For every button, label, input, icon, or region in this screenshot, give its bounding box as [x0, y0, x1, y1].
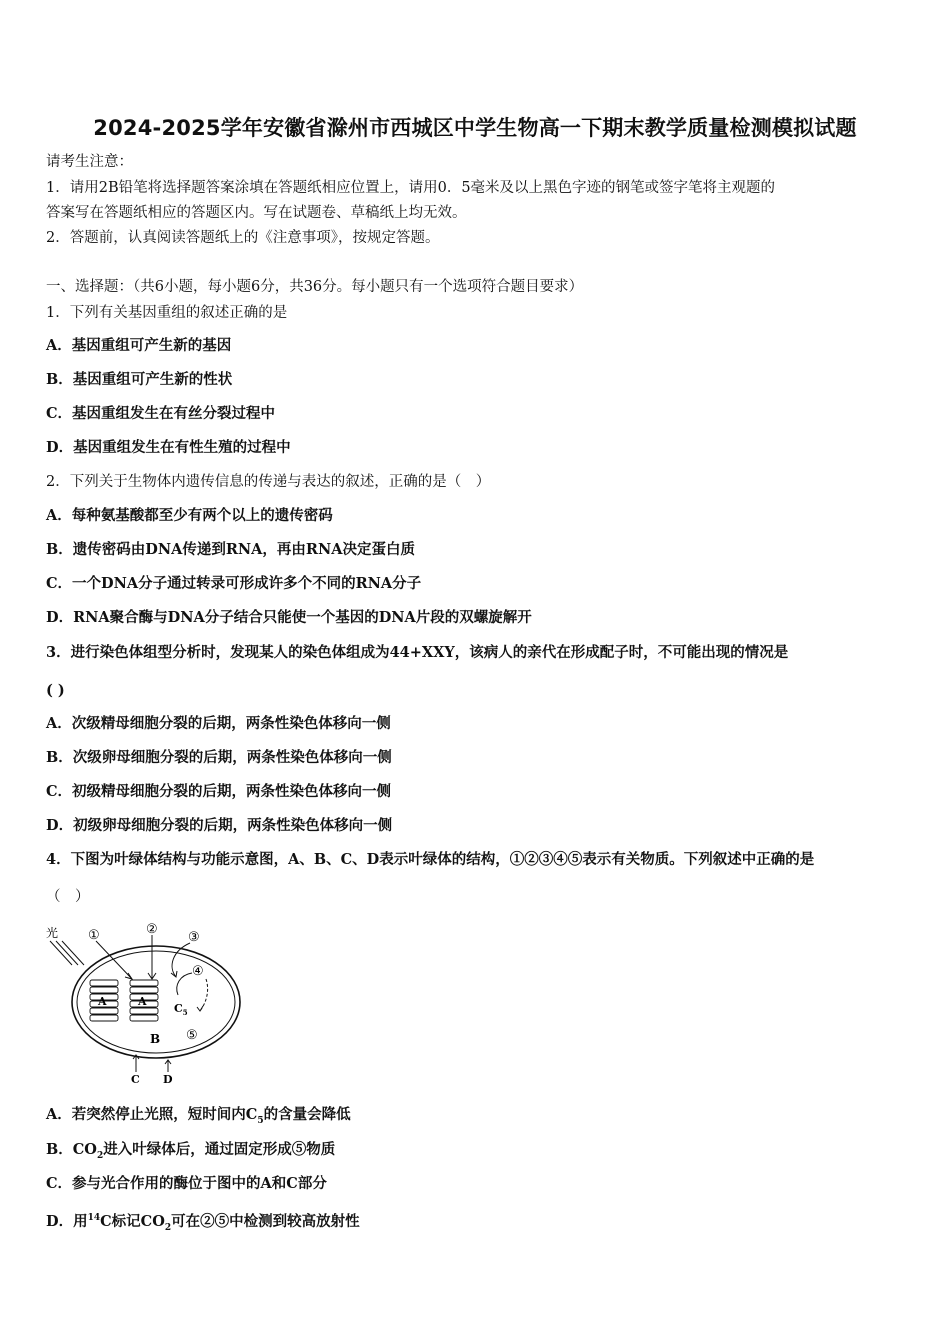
- option-letter: C．: [46, 1175, 73, 1192]
- option-letter: D．: [46, 439, 74, 456]
- question-2-stem: 2．下列关于生物体内遗传信息的传递与表达的叙述，正确的是（ ）: [46, 474, 491, 490]
- option-text: 遗传密码由DNA传递到RNA，再由RNA决定蛋白质: [72, 541, 415, 558]
- label-b: B: [150, 1032, 161, 1046]
- option-letter: B．: [46, 541, 73, 558]
- marker-2: ②: [146, 922, 158, 937]
- option-letter: D．: [46, 817, 74, 834]
- option-text: 基因重组可产生新的基因: [71, 337, 232, 354]
- option-letter: C．: [46, 575, 73, 592]
- question-1-option-d: [46, 438, 291, 458]
- option-letter: A．: [46, 715, 72, 732]
- light-rays: [50, 941, 84, 965]
- option-text: 若突然停止光照，短时间内$C_5$的含量会降低: [71, 1106, 351, 1126]
- c5-label: $C_5$: [174, 1002, 188, 1017]
- label-a-1: A: [98, 995, 107, 1008]
- question-1-option-a: [46, 336, 231, 356]
- option-letter: D．: [46, 609, 74, 626]
- question-3-stem: 3．进行染色体组型分析时，发现某人的染色体组成为44+XXY，该病人的亲代在形成配子时，不可能出现的情况是: [46, 644, 789, 661]
- option-text: 次级卵母细胞分裂的后期，两条性染色体移向一侧: [72, 749, 392, 766]
- chloroplast-diagram: [40, 915, 250, 1090]
- marker-4: ④: [192, 964, 204, 979]
- option-letter: B．: [46, 1141, 73, 1158]
- label-c: C: [131, 1073, 140, 1086]
- option-letter: A．: [46, 337, 72, 354]
- option-text: 初级精母细胞分裂的后期，两条性染色体移向一侧: [72, 783, 392, 800]
- question-2-option-a: [46, 506, 333, 526]
- question-4-stem: 4．下图为叶绿体结构与功能示意图，A、B、C、D表示叶绿体的结构，①②③④⑤表示有关物质。下列叙述中正确的是: [46, 851, 815, 868]
- question-4-option-c: [46, 1174, 327, 1194]
- marker-5: ⑤: [186, 1028, 198, 1043]
- question-2-option-b: [46, 540, 415, 560]
- question-4-option-a: [46, 1105, 351, 1131]
- question-1-stem: 1．下列有关基因重组的叙述正确的是: [46, 305, 288, 321]
- question-1-option-b: [46, 370, 232, 390]
- option-text: 基因重组可产生新的性状: [72, 371, 233, 388]
- option-text: 参与光合作用的酶位于图中的A和C部分: [72, 1175, 327, 1192]
- notice-heading: 请考生注意：: [46, 154, 133, 170]
- option-text: RNA聚合酶与DNA分子结合只能使一个基因的DNA片段的双螺旋解开: [73, 609, 532, 626]
- notice-item-1: 1．请用2B铅笔将选择题答案涂填在答题纸相应位置上，请用0．5毫米及以上黑色字迹的钢笔或签字笔将主观题的: [46, 180, 776, 196]
- question-3-option-b: [46, 748, 392, 768]
- question-1-option-c: [46, 404, 275, 424]
- option-text: 基因重组发生在有性生殖的过程中: [73, 439, 291, 456]
- option-text: 次级精母细胞分裂的后期，两条性染色体移向一侧: [71, 715, 391, 732]
- label-a-2: A: [138, 995, 147, 1008]
- question-2-option-d: [46, 608, 532, 628]
- option-text: 基因重组发生在有丝分裂过程中: [72, 405, 276, 422]
- option-letter: A．: [46, 507, 72, 524]
- option-text: 每种氨基酸都至少有两个以上的遗传密码: [71, 507, 333, 524]
- option-letter: B．: [46, 749, 73, 766]
- option-text: $CO_2$进入叶绿体后，通过固定形成⑤物质: [72, 1141, 336, 1161]
- question-4-stem-cont: （ ）: [46, 889, 90, 905]
- option-text: 用$^{14}$C标记$CO_2$可在②⑤中检测到较高放射性: [73, 1212, 360, 1233]
- question-4-option-b: [46, 1140, 335, 1166]
- marker-3: ③: [188, 930, 200, 945]
- option-text: 一个DNA分子通过转录可形成许多个不同的RNA分子: [72, 575, 422, 592]
- light-label: 光: [46, 926, 59, 940]
- option-letter: D．: [46, 1212, 74, 1230]
- question-3-option-d: [46, 816, 392, 836]
- option-letter: A．: [46, 1106, 72, 1123]
- notice-item-1-cont: 答案写在答题纸相应的答题区内。写在试题卷、草稿纸上均无效。: [46, 205, 467, 221]
- question-3-option-c: [46, 782, 391, 802]
- question-2-option-c: [46, 574, 421, 594]
- question-3-stem-cont: ( ): [46, 682, 65, 699]
- question-4-option-d: [46, 1208, 360, 1238]
- option-letter: C．: [46, 783, 73, 800]
- marker-1: ①: [88, 928, 100, 943]
- question-3-option-a: [46, 714, 391, 734]
- option-text: 初级卵母细胞分裂的后期，两条性染色体移向一侧: [73, 817, 393, 834]
- page-title: 2024-2025学年安徽省滁州市西城区中学生物高一下期末教学质量检测模拟试题: [93, 116, 857, 140]
- notice-item-2: 2．答题前，认真阅读答题纸上的《注意事项》，按规定答题。: [46, 230, 440, 246]
- option-letter: C．: [46, 405, 73, 422]
- label-d: D: [163, 1073, 173, 1086]
- section-heading: 一、选择题：（共6小题，每小题6分，共36分。每小题只有一个选项符合题目要求）: [46, 279, 584, 295]
- option-letter: B．: [46, 371, 73, 388]
